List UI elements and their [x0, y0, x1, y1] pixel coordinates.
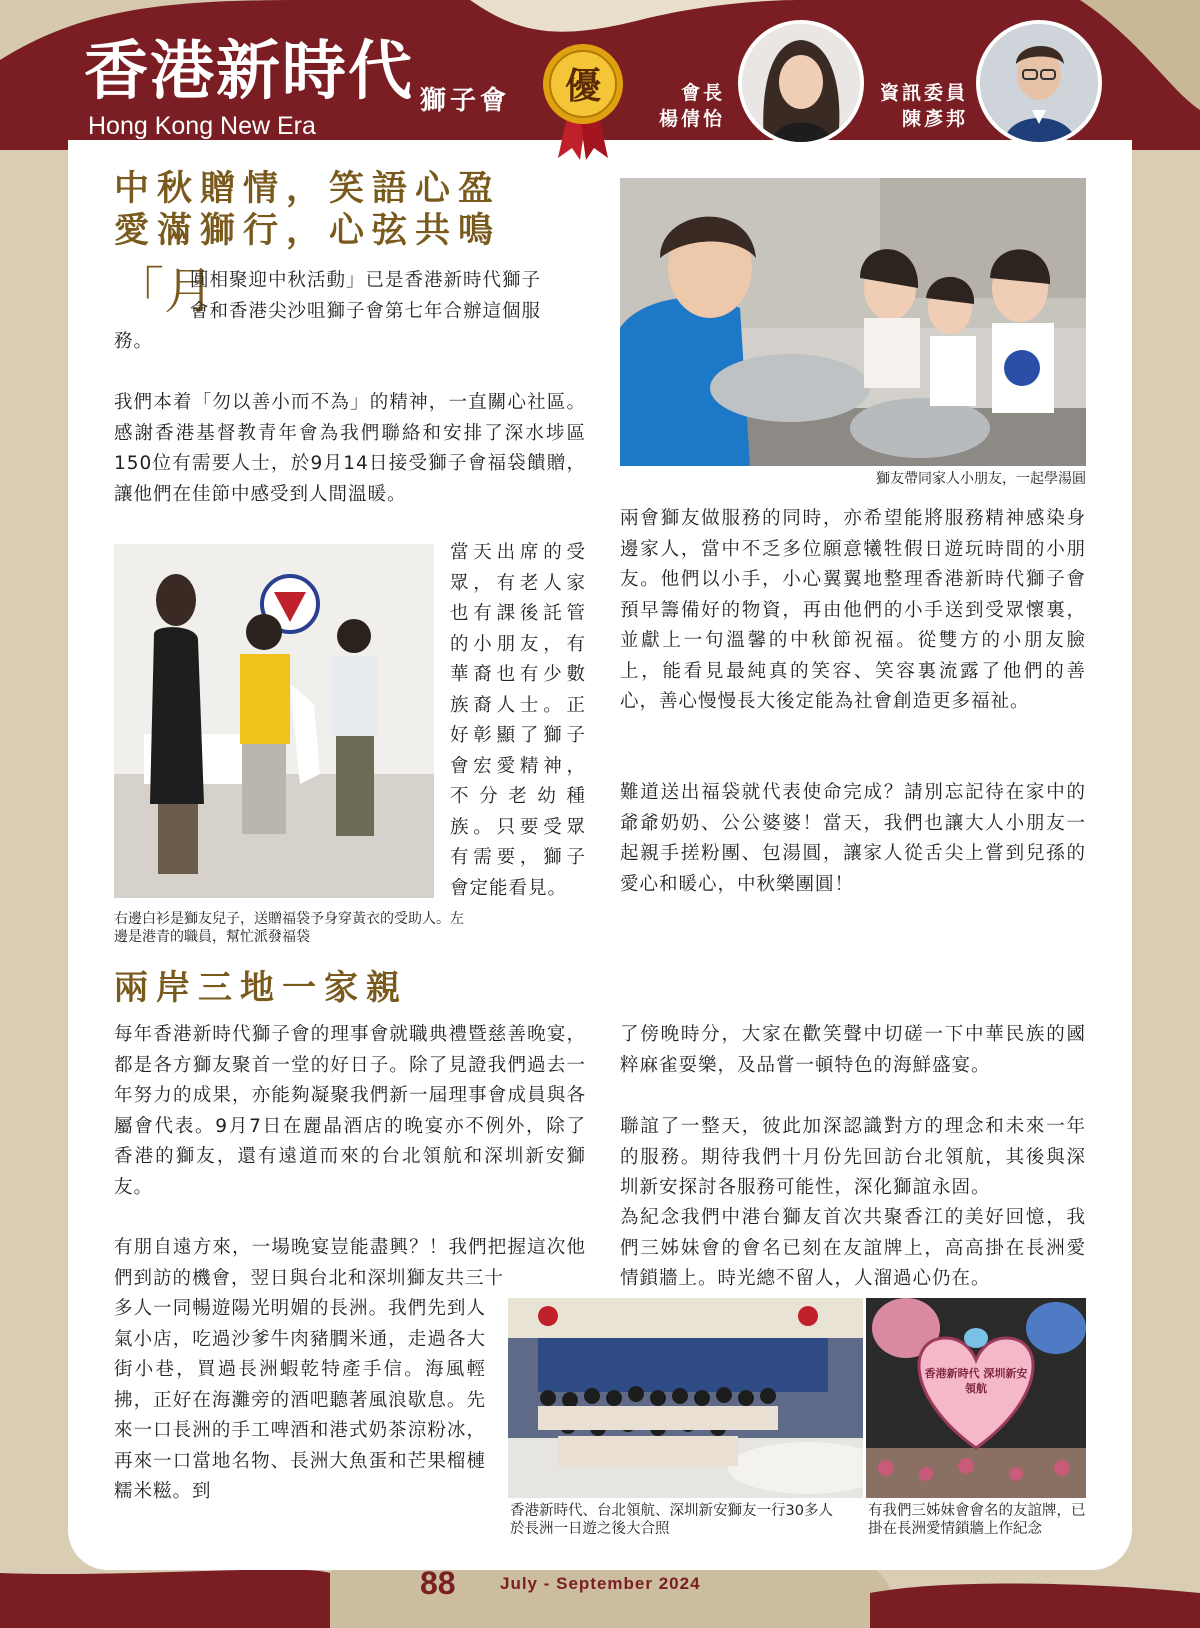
article1-intro-lines: [190, 266, 586, 327]
brand-english: Hong Kong New Era: [88, 112, 316, 140]
page-number: 88: [420, 1565, 456, 1601]
article1-paragraph: 兩會獅友做服務的同時，亦希望能將服務精神感染身邊家人，當中不乏多位願意犧牲假日遊玩時間的小朋友。他們以小手，小心翼翼地整理香港新時代獅子會預早籌備好的物資，再由他們的小手送到受眾懷裏，並獻上一句溫馨的中秋節祝福。從雙方的小朋友臉上，能看見最純真的笑容、笑容裏流露了他們的善心，善心慢慢長大後定能為社會創造更多福祉。: [620, 508, 1086, 712]
article2-paragraph: 聯誼了一整天，彼此加深認識對方的理念和未來一年的服務。期待我們十月份先回訪台北領航，其後與深圳新安探討各服務可能性，深化獅誼永固。: [620, 1116, 1086, 1198]
article1-paragraph: 我們本着「勿以善小而不為」的精神，一直關心社區。感謝香港基督教青年會為我們聯絡和安排了深水埗區150位有需要人士，於9月14日接受獅子會福袋饋贈，讓他們在佳節中感受到人間溫暖。: [114, 392, 586, 505]
brand-title: 香港新時代: [84, 35, 414, 109]
plaque-text: 香港新時代 深圳新安 領航: [924, 1367, 1028, 1395]
photo-making-tangyuan: [620, 178, 1086, 466]
article1-intro-line: 圓相聚迎中秋活動」已是香港新時代獅子: [190, 270, 542, 291]
dropcap: 「月: [114, 262, 214, 320]
article2-title: 兩岸三地一家親: [114, 968, 408, 1008]
medal-char: 優: [564, 65, 602, 107]
president-credit: [655, 80, 725, 132]
president-name: 楊倩怡: [658, 108, 725, 130]
photo4-caption: 有我們三姊妹會會名的友誼牌，已掛在長洲愛情鎖牆上作紀念: [868, 1503, 1086, 1537]
article1-title-line2: 愛滿獅行，心弦共鳴: [114, 211, 502, 251]
article2-paragraph: 有朋自遠方來，一場晚宴豈能盡興？！我們把握這次他們到訪的機會，翌日與台北和深圳獅友共三十: [114, 1237, 586, 1289]
it-officer-title: 資訊委員: [879, 82, 968, 104]
article2-paragraph: 為紀念我們中港台獅友首次共聚香江的美好回憶，我們三姊妹會的會名已刻在友誼牌上，高高掛在長洲愛情鎖牆上。時光總不留人，人溜過心仍在。: [620, 1207, 1086, 1289]
article2-paragraph: 了傍晚時分，大家在歡笑聲中切磋一下中華民族的國粹麻雀耍樂，及品嘗一頓特色的海鮮盛宴。: [620, 1024, 1086, 1076]
article1-title-line1: 中秋贈情，笑語心盈: [114, 169, 502, 209]
article2-paragraph-continued: 多人一同暢遊陽光明媚的長洲。我們先到人氣小店，吃過沙爹牛肉豬膶米通，走過各大街小巷，買過長洲蝦乾特產手信。海風輕拂，正好在海灘旁的酒吧聽著風浪歇息。先來一口長洲的手工啤酒和港式奶茶涼粉冰，再來一口當地名物、長洲大魚蛋和芒果榴槤糯米糍。到: [114, 1298, 486, 1502]
article1-intro-line: 會和香港尖沙咀獅子會第七年合辦這個服: [190, 300, 542, 322]
brand-club-label: 獅子會: [420, 86, 511, 116]
it-officer-credit: [868, 80, 968, 132]
photo3-caption: 香港新時代、台北領航、深圳新安獅友一行30多人於長洲一日遊之後大合照: [510, 1503, 833, 1537]
article1-paragraph: 難道送出福袋就代表使命完成？請別忘記待在家中的爺爺奶奶、公公婆婆！當天，我們也讓大人小朋友一起親手搓粉團、包湯圓，讓家人從舌尖上嘗到兒孫的愛心和暖心，中秋樂團圓！: [620, 782, 1086, 895]
article2-paragraph: 每年香港新時代獅子會的理事會就職典禮暨慈善晚宴，都是各方獅友聚首一堂的好日子。除了見證我們過去一年努力的成果，亦能夠凝聚我們新一屆理事會成員與各屬會代表。9月7日在麗晶酒店的晚宴亦不例外，除了香港的獅友，還有遠道而來的台北領航和深圳新安獅友。: [114, 1024, 586, 1198]
article1-title: [114, 168, 501, 252]
award-medal-icon: [540, 42, 626, 162]
photo-goodie-bag-handover: [114, 544, 434, 898]
president-avatar: [738, 20, 864, 146]
photo2-caption: 獅友帶同家人小朋友，一起學湯圓: [876, 471, 1086, 487]
president-title: 會長: [680, 82, 725, 104]
it-officer-avatar: [976, 20, 1102, 146]
photo-group-banquet: [508, 1298, 863, 1498]
issue-date: July - September 2024: [500, 1574, 701, 1593]
photo1-caption: 右邊白衫是獅友兒子，送贈福袋予身穿黃衣的受助人。左邊是港青的職員，幫忙派發福袋: [114, 911, 464, 945]
it-officer-name: 陳彥邦: [901, 108, 968, 130]
article1-intro-end: 務。: [114, 331, 154, 352]
photo-friendship-plaque: [866, 1298, 1086, 1498]
article1-side-paragraph: 當天出席的受眾，有老人家也有課後託管的小朋友，有華裔也有少數族裔人士。正好彰顯了獅子會宏愛精神，不分老幼種族。只要受眾有需要，獅子會定能看見。: [450, 542, 586, 899]
